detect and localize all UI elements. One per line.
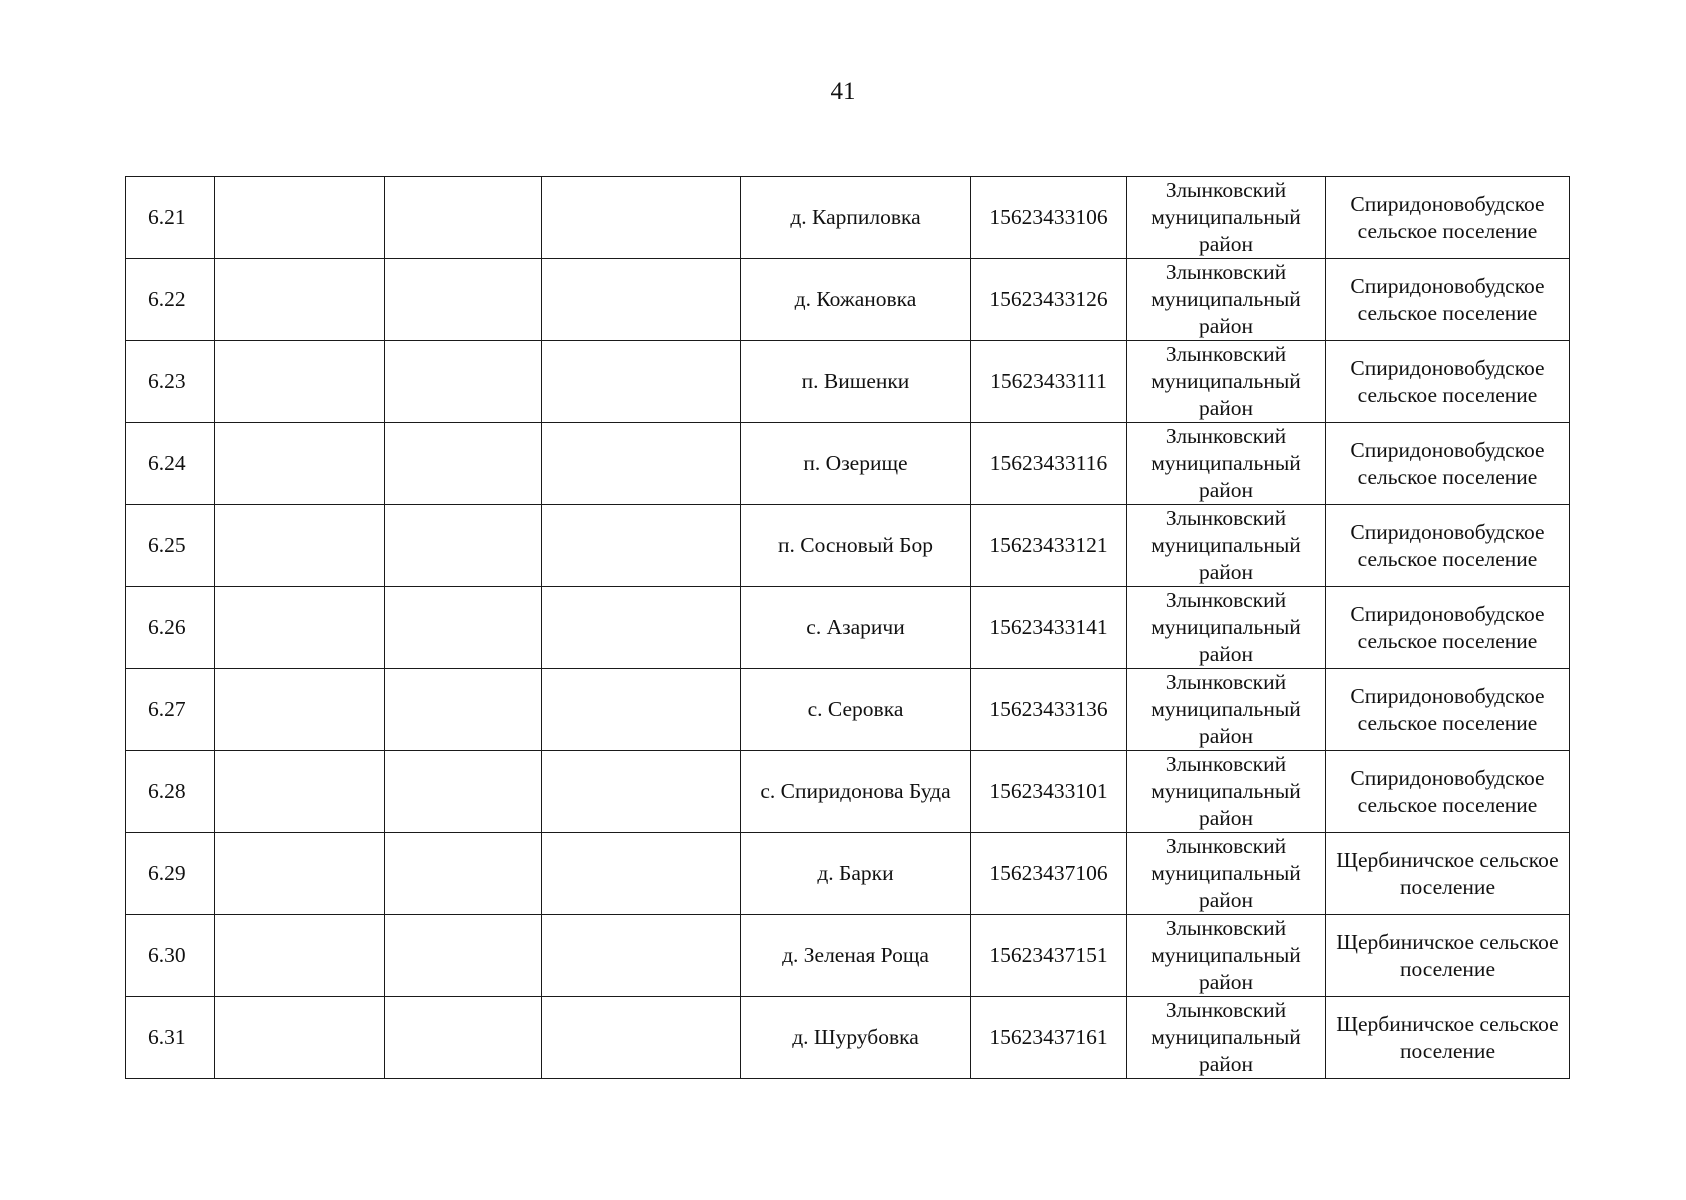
settlement-cell: Щербиничское сельское поселение — [1326, 997, 1570, 1079]
locality-name-cell: с. Азаричи — [741, 587, 971, 669]
table-row — [126, 751, 1570, 833]
table-row — [126, 587, 1570, 669]
settlement-cell: Спиридоновобудское сельское поселение — [1326, 505, 1570, 587]
row-number-cell: 6.29 — [126, 833, 215, 915]
locality-name-cell: д. Шурубовка — [741, 997, 971, 1079]
settlement-cell: Спиридоновобудское сельское поселение — [1326, 669, 1570, 751]
empty-cell — [385, 423, 542, 505]
empty-cell — [385, 751, 542, 833]
empty-cell — [385, 177, 542, 259]
empty-cell — [542, 587, 741, 669]
empty-cell — [385, 833, 542, 915]
oktmo-code-cell: 15623433141 — [971, 587, 1127, 669]
oktmo-code-cell: 15623433126 — [971, 259, 1127, 341]
empty-cell — [385, 587, 542, 669]
row-number-cell: 6.27 — [126, 669, 215, 751]
settlement-cell: Спиридоновобудское сельское поселение — [1326, 423, 1570, 505]
empty-cell — [385, 259, 542, 341]
row-number-cell: 6.25 — [126, 505, 215, 587]
table-row — [126, 669, 1570, 751]
empty-cell — [542, 751, 741, 833]
empty-cell — [385, 997, 542, 1079]
oktmo-code-cell: 15623433116 — [971, 423, 1127, 505]
district-cell: Злынковский муниципальный район — [1127, 997, 1326, 1079]
empty-cell — [542, 915, 741, 997]
empty-cell — [542, 259, 741, 341]
empty-cell — [215, 833, 385, 915]
settlement-cell: Щербиничское сельское поселение — [1326, 915, 1570, 997]
table-row — [126, 505, 1570, 587]
locality-name-cell: п. Озерище — [741, 423, 971, 505]
empty-cell — [542, 505, 741, 587]
settlement-cell: Спиридоновобудское сельское поселение — [1326, 751, 1570, 833]
oktmo-code-cell: 15623433136 — [971, 669, 1127, 751]
row-number-cell: 6.31 — [126, 997, 215, 1079]
district-cell: Злынковский муниципальный район — [1127, 751, 1326, 833]
table-row — [126, 833, 1570, 915]
oktmo-code-cell: 15623433101 — [971, 751, 1127, 833]
empty-cell — [542, 833, 741, 915]
empty-cell — [542, 423, 741, 505]
row-number-cell: 6.26 — [126, 587, 215, 669]
district-cell: Злынковский муниципальный район — [1127, 833, 1326, 915]
district-cell: Злынковский муниципальный район — [1127, 669, 1326, 751]
settlement-cell: Щербиничское сельское поселение — [1326, 833, 1570, 915]
row-number-cell: 6.21 — [126, 177, 215, 259]
empty-cell — [542, 669, 741, 751]
empty-cell — [542, 997, 741, 1079]
oktmo-code-cell: 15623433121 — [971, 505, 1127, 587]
locality-name-cell: д. Кожановка — [741, 259, 971, 341]
empty-cell — [215, 423, 385, 505]
district-cell: Злынковский муниципальный район — [1127, 423, 1326, 505]
table-row — [126, 423, 1570, 505]
district-cell: Злынковский муниципальный район — [1127, 587, 1326, 669]
locality-name-cell: с. Серовка — [741, 669, 971, 751]
settlement-cell: Спиридоновобудское сельское поселение — [1326, 177, 1570, 259]
row-number-cell: 6.22 — [126, 259, 215, 341]
row-number-cell: 6.24 — [126, 423, 215, 505]
table-row — [126, 259, 1570, 341]
district-cell: Злынковский муниципальный район — [1127, 259, 1326, 341]
district-cell: Злынковский муниципальный район — [1127, 341, 1326, 423]
table-body — [126, 177, 1570, 1079]
empty-cell — [385, 505, 542, 587]
district-cell: Злынковский муниципальный район — [1127, 177, 1326, 259]
table-row — [126, 341, 1570, 423]
oktmo-code-cell: 15623437106 — [971, 833, 1127, 915]
district-cell: Злынковский муниципальный район — [1127, 505, 1326, 587]
empty-cell — [385, 915, 542, 997]
table-row — [126, 997, 1570, 1079]
table-row — [126, 915, 1570, 997]
district-cell: Злынковский муниципальный район — [1127, 915, 1326, 997]
oktmo-code-cell: 15623433111 — [971, 341, 1127, 423]
empty-cell — [215, 341, 385, 423]
settlement-cell: Спиридоновобудское сельское поселение — [1326, 587, 1570, 669]
empty-cell — [215, 915, 385, 997]
locality-name-cell: д. Барки — [741, 833, 971, 915]
empty-cell — [542, 341, 741, 423]
row-number-cell: 6.28 — [126, 751, 215, 833]
locality-name-cell: п. Вишенки — [741, 341, 971, 423]
oktmo-code-cell: 15623437161 — [971, 997, 1127, 1079]
locality-name-cell: д. Карпиловка — [741, 177, 971, 259]
row-number-cell: 6.30 — [126, 915, 215, 997]
empty-cell — [385, 669, 542, 751]
settlement-cell: Спиридоновобудское сельское поселение — [1326, 341, 1570, 423]
empty-cell — [215, 259, 385, 341]
row-number-cell: 6.23 — [126, 341, 215, 423]
settlements-table — [125, 176, 1570, 1079]
oktmo-code-cell: 15623433106 — [971, 177, 1127, 259]
oktmo-code-cell: 15623437151 — [971, 915, 1127, 997]
empty-cell — [385, 341, 542, 423]
empty-cell — [215, 997, 385, 1079]
empty-cell — [215, 751, 385, 833]
table-row — [126, 177, 1570, 259]
locality-name-cell: с. Спиридонова Буда — [741, 751, 971, 833]
locality-name-cell: п. Сосновый Бор — [741, 505, 971, 587]
settlement-cell: Спиридоновобудское сельское поселение — [1326, 259, 1570, 341]
locality-name-cell: д. Зеленая Роща — [741, 915, 971, 997]
empty-cell — [215, 177, 385, 259]
empty-cell — [215, 587, 385, 669]
empty-cell — [542, 177, 741, 259]
page-number: 41 — [830, 78, 856, 105]
empty-cell — [215, 669, 385, 751]
empty-cell — [215, 505, 385, 587]
